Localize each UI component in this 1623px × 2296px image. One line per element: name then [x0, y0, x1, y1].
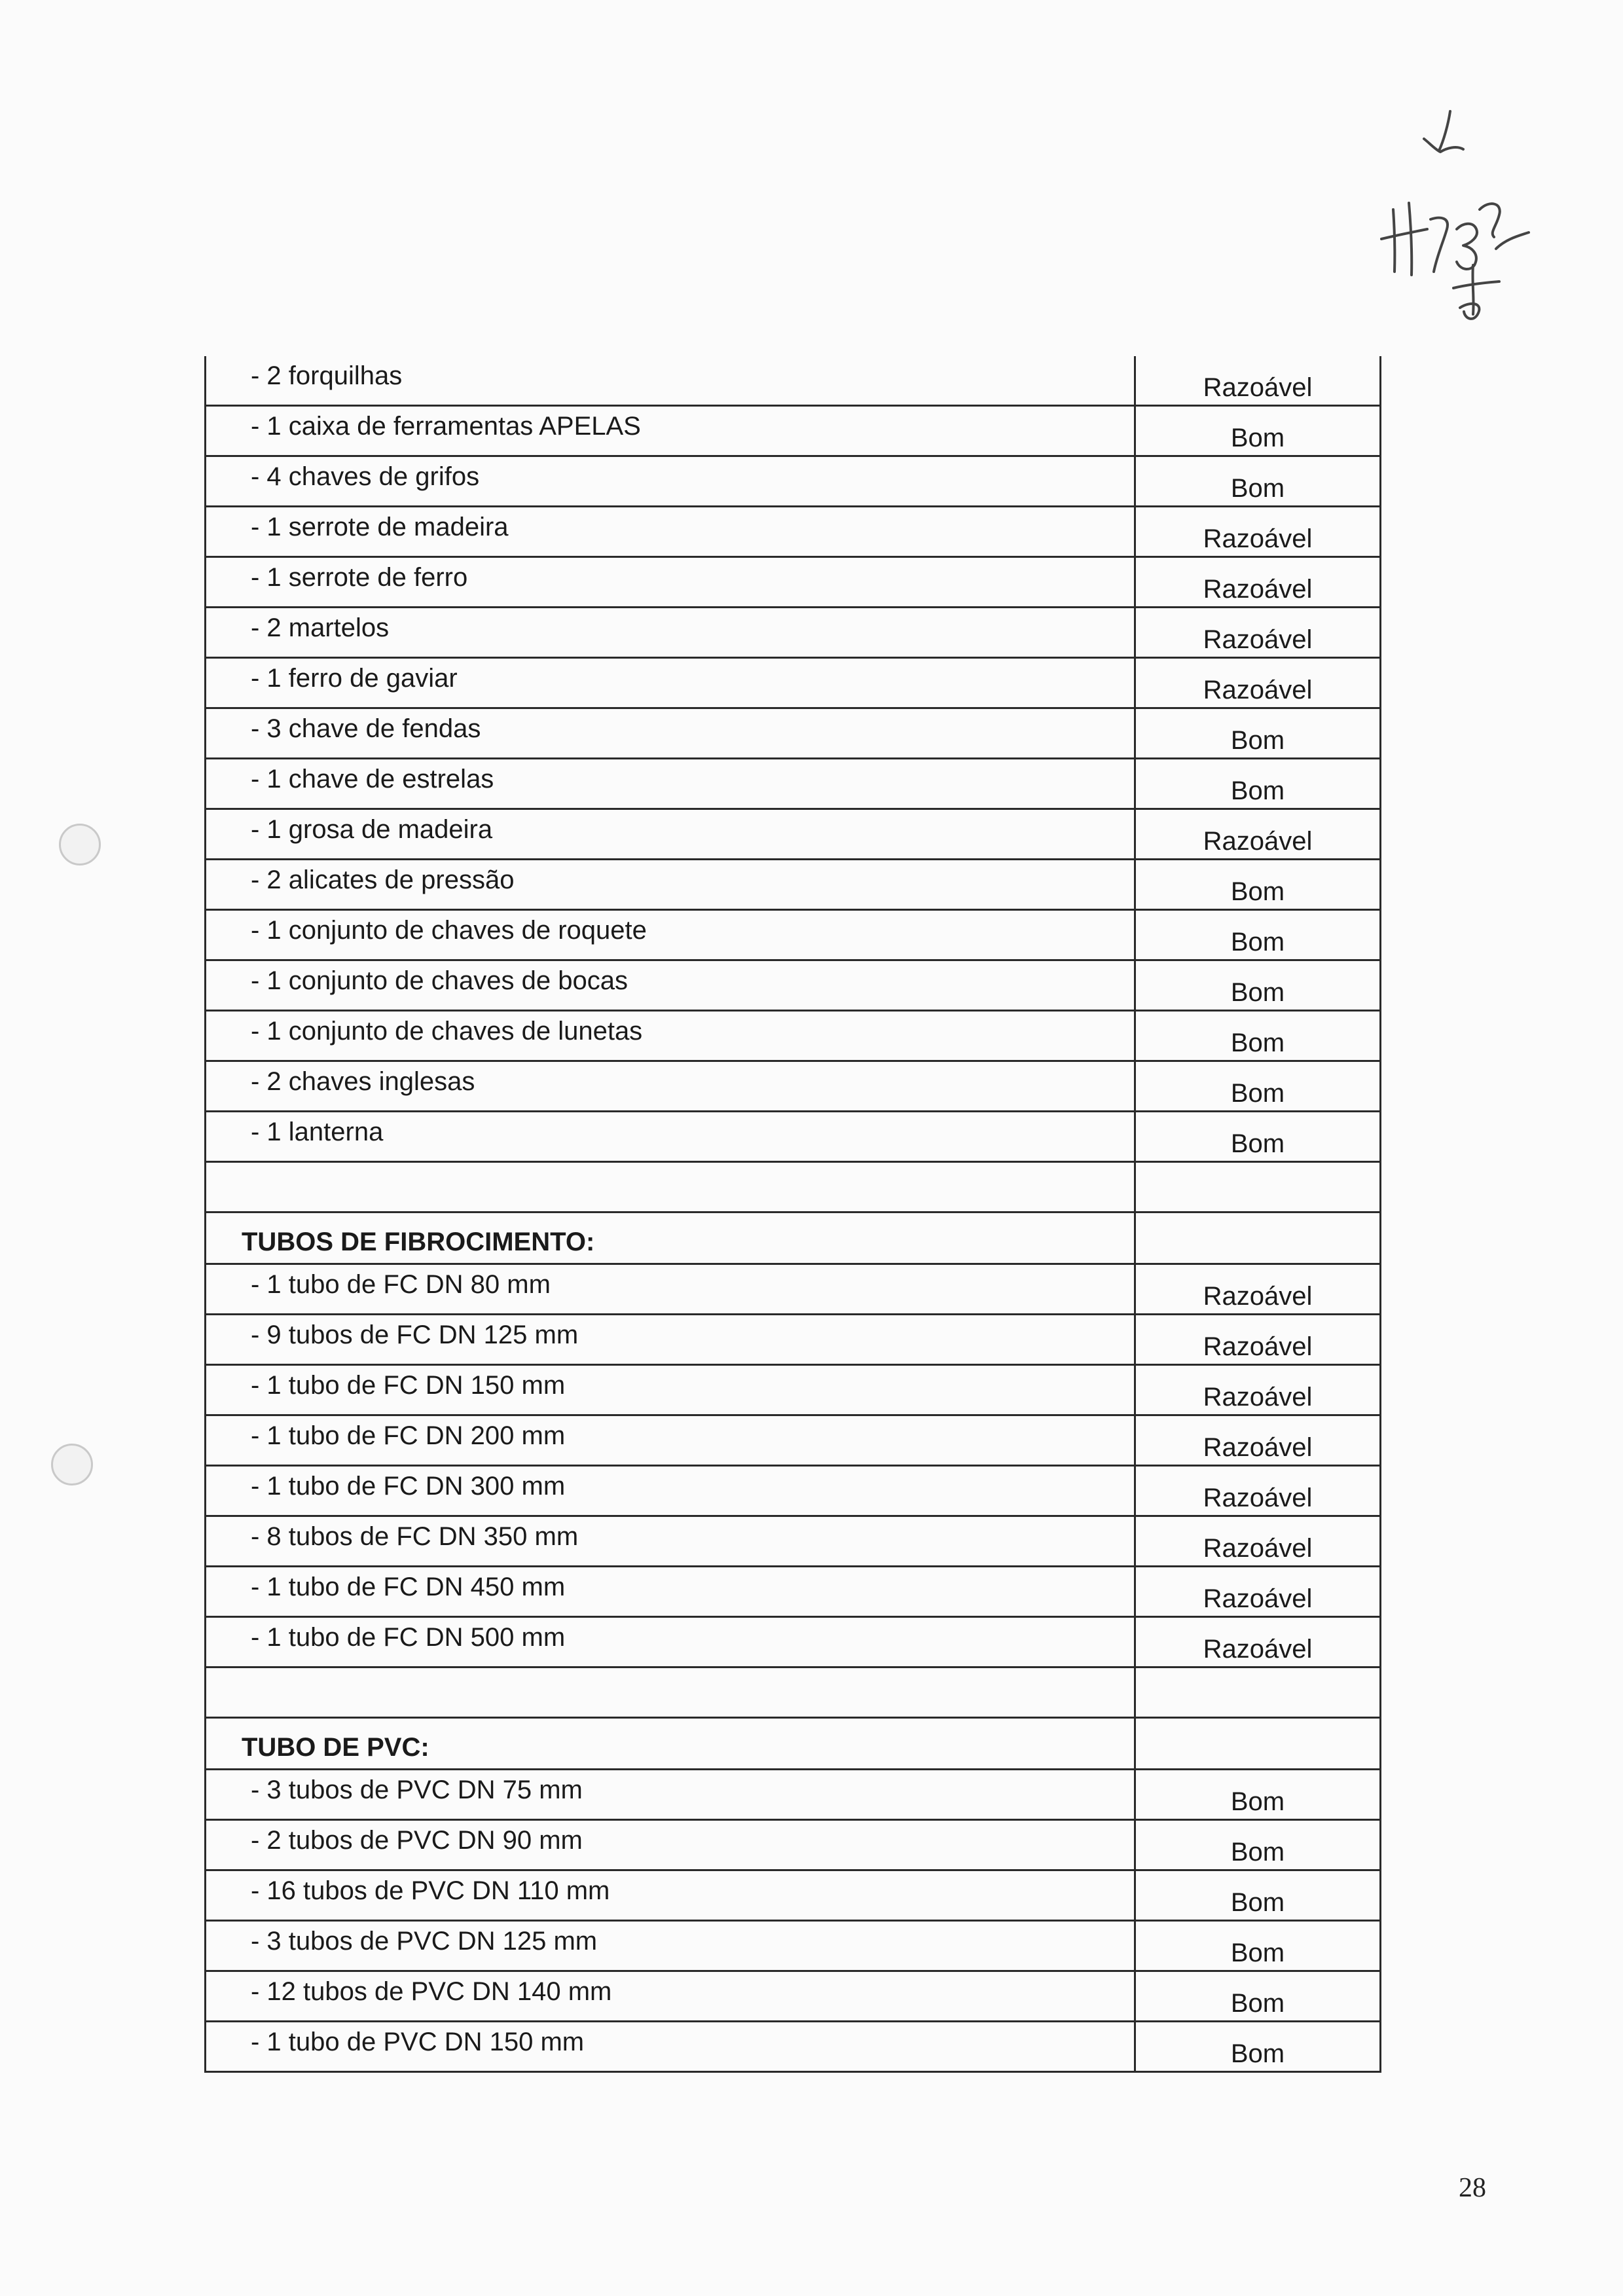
item-description: - 2 alicates de pressão	[206, 860, 1135, 910]
item-condition: Razoável	[1135, 1264, 1381, 1315]
item-description: - 1 ferro de gaviar	[206, 658, 1135, 708]
table-row	[206, 1112, 1381, 1162]
table-row	[206, 860, 1381, 910]
item-description: - 3 chave de fendas	[206, 708, 1135, 759]
item-description: - 9 tubos de FC DN 125 mm	[206, 1315, 1135, 1365]
item-condition: Bom	[1135, 456, 1381, 507]
item-description: - 1 conjunto de chaves de lunetas	[206, 1011, 1135, 1061]
item-description: - 1 tubo de FC DN 450 mm	[206, 1567, 1135, 1617]
item-description: - 1 caixa de ferramentas APELAS	[206, 406, 1135, 456]
section-heading-row	[206, 1718, 1381, 1770]
table-row	[206, 1466, 1381, 1516]
table-row	[206, 1315, 1381, 1365]
item-description: - 4 chaves de grifos	[206, 456, 1135, 507]
table-row	[206, 759, 1381, 809]
table-row	[206, 608, 1381, 658]
table-row	[206, 1516, 1381, 1567]
item-description: - 1 lanterna	[206, 1112, 1135, 1162]
item-description: - 1 chave de estrelas	[206, 759, 1135, 809]
table-row	[206, 557, 1381, 608]
item-description: - 2 martelos	[206, 608, 1135, 658]
section-heading: TUBOS DE FIBROCIMENTO:	[206, 1212, 1135, 1264]
item-condition: Bom	[1135, 1011, 1381, 1061]
item-condition: Razoável	[1135, 1365, 1381, 1415]
table-row	[206, 1567, 1381, 1617]
item-description: - 2 forquilhas	[206, 356, 1135, 406]
item-condition	[1135, 1162, 1381, 1212]
item-condition: Razoável	[1135, 1617, 1381, 1667]
item-condition: Razoável	[1135, 507, 1381, 557]
item-condition: Razoável	[1135, 658, 1381, 708]
spacer-row	[206, 1667, 1381, 1718]
item-condition: Bom	[1135, 406, 1381, 456]
item-condition: Bom	[1135, 1770, 1381, 1820]
item-description: - 1 tubo de FC DN 500 mm	[206, 1617, 1135, 1667]
punch-hole	[59, 824, 101, 866]
table-row	[206, 960, 1381, 1011]
item-description: - 1 grosa de madeira	[206, 809, 1135, 860]
table-row	[206, 1870, 1381, 1921]
item-description: - 8 tubos de FC DN 350 mm	[206, 1516, 1135, 1567]
item-condition: Razoável	[1135, 1516, 1381, 1567]
item-description: - 3 tubos de PVC DN 75 mm	[206, 1770, 1135, 1820]
item-condition: Bom	[1135, 1112, 1381, 1162]
section-heading-row	[206, 1212, 1381, 1264]
table-row	[206, 1617, 1381, 1667]
item-condition: Bom	[1135, 1870, 1381, 1921]
item-condition	[1135, 1667, 1381, 1718]
table-row	[206, 708, 1381, 759]
table-row	[206, 1061, 1381, 1112]
table-row	[206, 1971, 1381, 2022]
item-condition: Razoável	[1135, 557, 1381, 608]
item-description: - 1 tubo de PVC DN 150 mm	[206, 2022, 1135, 2072]
item-condition: Bom	[1135, 1971, 1381, 2022]
item-description: - 16 tubos de PVC DN 110 mm	[206, 1870, 1135, 1921]
item-condition	[1135, 1718, 1381, 1770]
item-condition: Razoável	[1135, 1466, 1381, 1516]
table-row	[206, 456, 1381, 507]
punch-hole	[51, 1444, 93, 1485]
item-condition: Bom	[1135, 960, 1381, 1011]
inventory-table	[204, 356, 1381, 2073]
item-condition: Bom	[1135, 1921, 1381, 1971]
table-row	[206, 2022, 1381, 2072]
item-condition: Bom	[1135, 708, 1381, 759]
table-row	[206, 406, 1381, 456]
section-heading: TUBO DE PVC:	[206, 1718, 1135, 1770]
item-condition: Razoável	[1135, 356, 1381, 406]
item-condition: Bom	[1135, 860, 1381, 910]
item-condition: Bom	[1135, 2022, 1381, 2072]
item-condition: Bom	[1135, 759, 1381, 809]
item-condition: Bom	[1135, 1820, 1381, 1870]
table-row	[206, 809, 1381, 860]
table-row	[206, 1921, 1381, 1971]
item-condition: Razoável	[1135, 1315, 1381, 1365]
table-row	[206, 1264, 1381, 1315]
item-description: - 1 tubo de FC DN 300 mm	[206, 1466, 1135, 1516]
table-row	[206, 507, 1381, 557]
item-condition: Bom	[1135, 1061, 1381, 1112]
item-description: - 1 serrote de ferro	[206, 557, 1135, 608]
table-row	[206, 658, 1381, 708]
table-row	[206, 910, 1381, 960]
spacer-row	[206, 1162, 1381, 1212]
item-condition	[1135, 1212, 1381, 1264]
item-description: - 1 tubo de FC DN 200 mm	[206, 1415, 1135, 1466]
item-description: - 1 conjunto de chaves de bocas	[206, 960, 1135, 1011]
table-row	[206, 1415, 1381, 1466]
item-description: - 1 tubo de FC DN 150 mm	[206, 1365, 1135, 1415]
item-description: - 12 tubos de PVC DN 140 mm	[206, 1971, 1135, 2022]
page-number: 28	[1459, 2173, 1486, 2203]
table-row	[206, 1820, 1381, 1870]
item-description: - 3 tubos de PVC DN 125 mm	[206, 1921, 1135, 1971]
item-description: - 2 chaves inglesas	[206, 1061, 1135, 1112]
item-condition: Razoável	[1135, 1415, 1381, 1466]
item-description	[206, 1162, 1135, 1212]
item-condition: Razoável	[1135, 1567, 1381, 1617]
item-description	[206, 1667, 1135, 1718]
handwritten-annotation-signature	[1375, 98, 1545, 347]
item-description: - 1 conjunto de chaves de roquete	[206, 910, 1135, 960]
item-description: - 1 tubo de FC DN 80 mm	[206, 1264, 1135, 1315]
item-condition: Razoável	[1135, 809, 1381, 860]
table-row	[206, 1770, 1381, 1820]
table-row	[206, 356, 1381, 406]
item-description: - 1 serrote de madeira	[206, 507, 1135, 557]
item-description: - 2 tubos de PVC DN 90 mm	[206, 1820, 1135, 1870]
item-condition: Razoável	[1135, 608, 1381, 658]
item-condition: Bom	[1135, 910, 1381, 960]
table-row	[206, 1011, 1381, 1061]
table-row	[206, 1365, 1381, 1415]
